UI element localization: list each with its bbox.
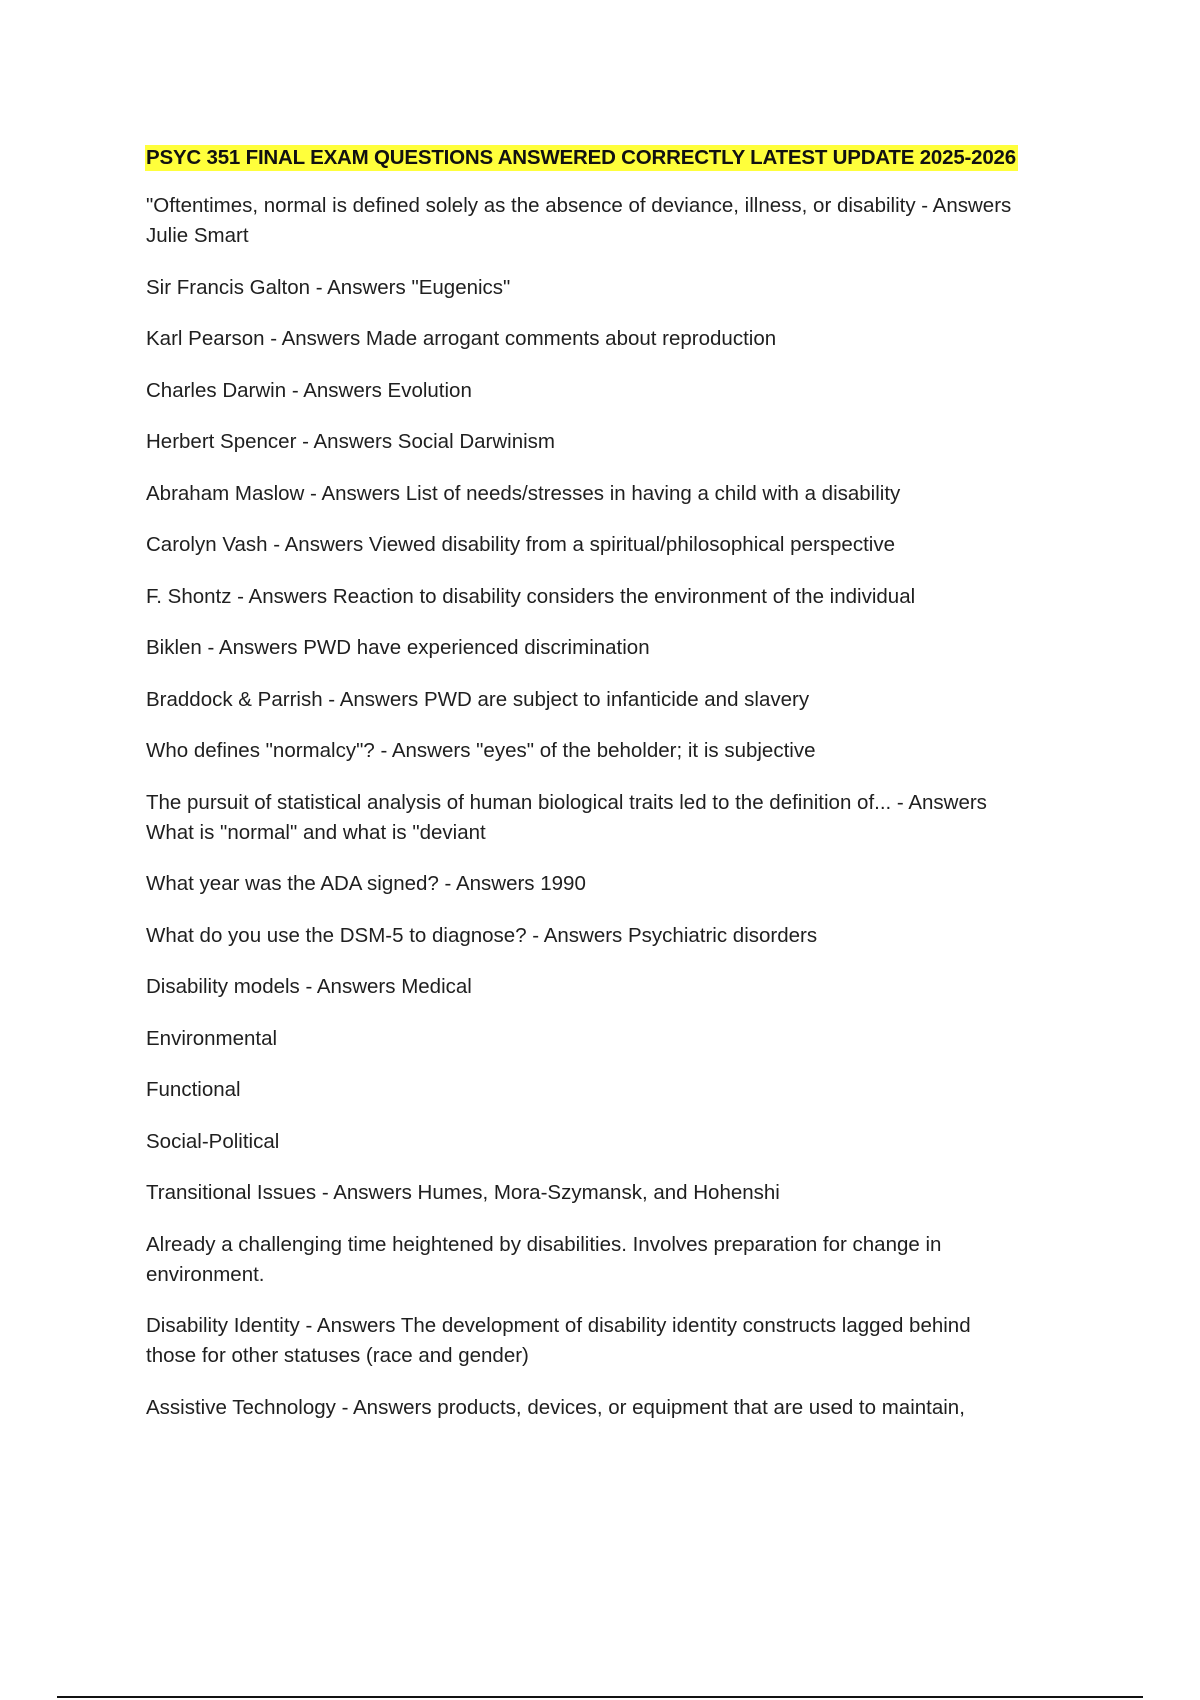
qa-entry-line: The pursuit of statistical analysis of human biological traits led to the definition of... - Answers xyxy=(146,790,987,814)
qa-entry-line: Already a challenging time heightened by disabilities. Involves preparation for change in xyxy=(146,1232,942,1256)
qa-entry-line: Functional xyxy=(146,1078,241,1101)
qa-entry-line: Karl Pearson - Answers Made arrogant comments about reproduction xyxy=(146,327,777,350)
qa-list xyxy=(146,191,1086,1423)
qa-entry-line: Disability Identity - Answers The development of disability identity constructs lagged behind xyxy=(146,1314,971,1337)
qa-entry-line: What year was the ADA signed? - Answers 1990 xyxy=(146,872,586,895)
qa-entry-line: Assistive Technology - Answers products, devices, or equipment that are used to maintain, xyxy=(146,1395,965,1419)
qa-entry-line: environment. xyxy=(146,1262,265,1286)
qa-entry-line: "Oftentimes, normal is defined solely as the absence of deviance, illness, or disability - Answers xyxy=(146,194,1012,217)
qa-entry-line: Sir Francis Galton - Answers "Eugenics" xyxy=(146,275,511,299)
qa-entry xyxy=(146,273,1086,303)
qa-entry xyxy=(146,191,1086,251)
qa-entry xyxy=(146,427,1086,457)
qa-entry-line: Julie Smart xyxy=(146,224,249,247)
qa-entry-line: those for other statuses (race and gender) xyxy=(146,1344,529,1367)
qa-entry xyxy=(146,685,1086,715)
qa-entry xyxy=(146,1075,1086,1105)
qa-entry xyxy=(146,530,1086,560)
qa-entry-line: Transitional Issues - Answers Humes, Mora-Szymansk, and Hohenshi xyxy=(146,1181,780,1204)
qa-entry xyxy=(146,1230,1086,1290)
qa-entry-line: What do you use the DSM-5 to diagnose? - Answers Psychiatric disorders xyxy=(146,923,818,947)
qa-entry xyxy=(146,376,1086,406)
qa-entry xyxy=(146,582,1086,612)
qa-entry-line: Carolyn Vash - Answers Viewed disability from a spiritual/philosophical perspective xyxy=(146,533,895,556)
qa-entry-line: Braddock & Parrish - Answers PWD are subject to infanticide and slavery xyxy=(146,687,810,711)
qa-entry-line: Disability models - Answers Medical xyxy=(146,975,472,998)
document-body xyxy=(146,145,1086,1444)
qa-entry xyxy=(146,972,1086,1002)
qa-entry xyxy=(146,324,1086,354)
qa-entry xyxy=(146,479,1086,509)
qa-entry-line: F. Shontz - Answers Reaction to disability considers the environment of the individual xyxy=(146,584,916,608)
document-title: PSYC 351 FINAL EXAM QUESTIONS ANSWERED CORRECTLY LATEST UPDATE 2025-2026 xyxy=(146,146,1016,169)
qa-entry-line: Biklen - Answers PWD have experienced discrimination xyxy=(146,636,650,659)
qa-entry-line: Social-Political xyxy=(146,1129,280,1153)
qa-entry-line: Herbert Spencer - Answers Social Darwinism xyxy=(146,430,555,453)
qa-entry xyxy=(146,1178,1086,1208)
qa-entry-line: Charles Darwin - Answers Evolution xyxy=(146,378,472,402)
footer-divider xyxy=(57,1696,1143,1698)
qa-entry xyxy=(146,736,1086,766)
qa-entry xyxy=(146,1393,1086,1423)
qa-entry xyxy=(146,869,1086,899)
qa-entry-line: Who defines "normalcy"? - Answers "eyes" of the beholder; it is subjective xyxy=(146,739,816,762)
qa-entry xyxy=(146,1311,1086,1371)
qa-entry xyxy=(146,1127,1086,1157)
qa-entry-line: What is "normal" and what is "deviant xyxy=(146,820,486,844)
qa-entry xyxy=(146,921,1086,951)
qa-entry xyxy=(146,788,1086,848)
qa-entry xyxy=(146,633,1086,663)
qa-entry-line: Abraham Maslow - Answers List of needs/stresses in having a child with a disability xyxy=(146,481,901,505)
qa-entry xyxy=(146,1024,1086,1054)
qa-entry-line: Environmental xyxy=(146,1026,278,1050)
